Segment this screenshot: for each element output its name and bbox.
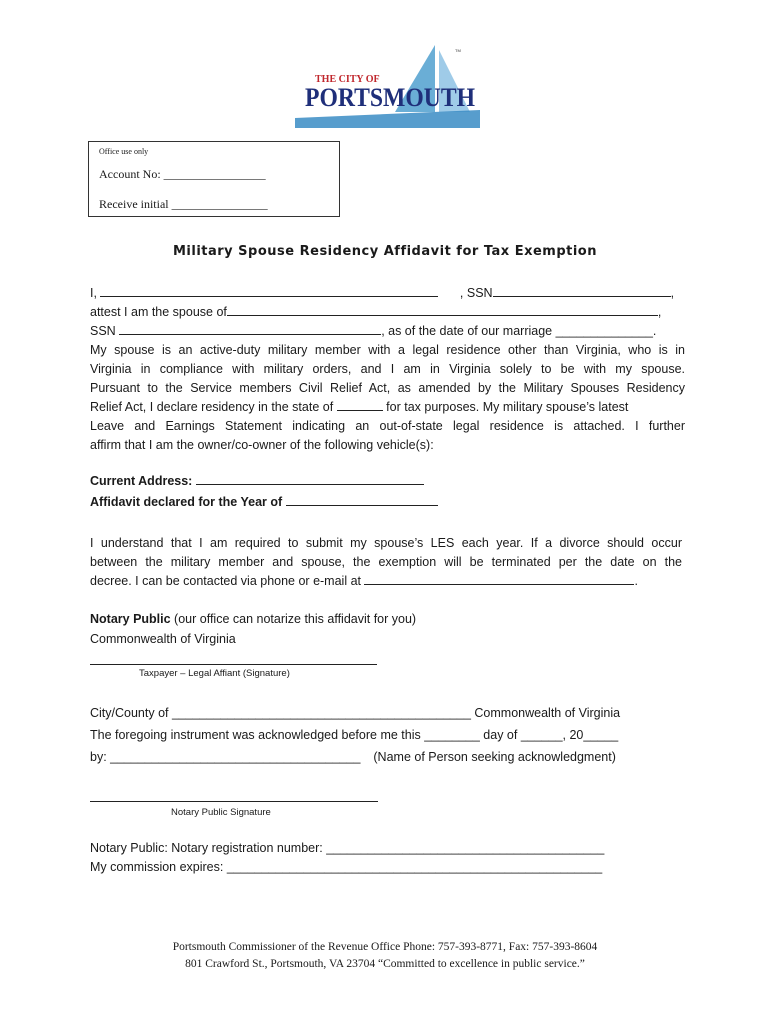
current-address-label: Current Address: [90, 474, 193, 488]
name-field[interactable] [100, 284, 438, 297]
commonwealth-text: Commonwealth of Virginia [90, 632, 236, 646]
text-ssn-2: SSN [90, 324, 116, 338]
notary-signature-line[interactable] [90, 801, 378, 802]
text-tax-purposes: for tax purposes. My military spouse’s latest [386, 400, 629, 414]
line-4: My spouse is an active-duty military member with a legal residence other than Virginia, who is in [90, 343, 685, 357]
office-use-box [88, 141, 340, 217]
foregoing-text: The foregoing instrument was acknowledged before me this ________ day of ______, 20_____ [90, 728, 619, 742]
sailboat-logo-graphic [295, 40, 480, 130]
acknowledgment-block [90, 702, 620, 768]
notary-reg-number: Notary Public: Notary registration number: ________________________________________ [90, 841, 605, 855]
office-use-label: Office use only [99, 147, 149, 156]
notary-signature-caption: Notary Public Signature [171, 807, 271, 818]
notary-note: (our office can notarize this affidavit for you) [170, 612, 417, 626]
commonwealth-va-text: Commonwealth of Virginia [474, 706, 621, 720]
taxpayer-signature-line[interactable] [90, 664, 377, 665]
line-6: Pursuant to the Service members Civil Relief Act, as amended by the Military Spouses Residency [90, 381, 685, 395]
line-5: Virginia in compliance with military orders, and I am in Virginia solely to be with my spouse. [90, 362, 685, 376]
text-marriage-date: , as of the date of our marriage ______________. [381, 324, 657, 338]
account-no-field: Account No: _________________ [99, 167, 266, 181]
text-attest: attest I am the spouse of [90, 305, 227, 319]
affidavit-year-line [90, 492, 438, 513]
portsmouth-logo [295, 40, 480, 130]
by-text: by: ____________________________________ [90, 750, 361, 764]
line-spouse-of: attest I am the spouse of , [90, 305, 662, 319]
text-contact: decree. I can be contacted via phone or e-mail at [90, 574, 361, 588]
notary-title-line [90, 609, 416, 629]
commission-expires: My commission expires: ______________________________________________________ [90, 860, 603, 874]
spouse-name-field[interactable] [227, 303, 658, 316]
text-period: . [634, 574, 638, 588]
footer-contact: Portsmouth Commissioner of the Revenue Office Phone: 757-393-8771, Fax: 757-393-8604 [172, 941, 598, 953]
contact-field[interactable] [364, 572, 634, 585]
line-8: Leave and Earnings Statement indicating an out-of-state legal residence is attached. I further [90, 419, 685, 433]
affidavit-year-field[interactable] [286, 493, 438, 506]
les-line-2: between the military member and spouse, the exemption will be terminated per the date on the [90, 555, 682, 569]
text-ssn: , SSN [459, 286, 493, 300]
logo-text-top: THE CITY OF [315, 74, 380, 85]
city-county-line [90, 702, 620, 724]
spouse-ssn-field[interactable] [119, 322, 381, 335]
logo-trademark: TM [455, 48, 461, 53]
by-line [90, 746, 620, 768]
les-line-3 [90, 572, 682, 591]
affidavit-paragraph [90, 284, 685, 455]
current-address-field[interactable] [196, 472, 424, 485]
page-footer [0, 939, 770, 973]
current-address-line [90, 471, 438, 492]
les-paragraph [90, 534, 682, 591]
line-9: affirm that I am the owner/co-owner of the following vehicle(s): [90, 438, 434, 452]
person-seeking-text: (Name of Person seeking acknowledgment) [373, 750, 616, 764]
taxpayer-signature-caption: Taxpayer – Legal Affiant (Signature) [139, 668, 290, 679]
text-declare-residency: Relief Act, I declare residency in the state of [90, 400, 334, 414]
text-i: I, [90, 286, 97, 300]
affidavit-year-label: Affidavit declared for the Year of [90, 495, 283, 509]
water-wave [295, 110, 480, 128]
les-line-1: I understand that I am required to submit my spouse’s LES each year. If a divorce should occur [90, 536, 682, 550]
state-field[interactable] [337, 398, 383, 411]
page-title: Military Spouse Residency Affidavit for Tax Exemption [172, 244, 597, 259]
notary-header [90, 609, 416, 649]
logo-text-main: PORTSMOUTH [305, 83, 475, 112]
ssn-field[interactable] [493, 284, 671, 297]
line-name-ssn: I, , SSN , [90, 286, 675, 300]
notary-registration-block [90, 839, 604, 877]
address-block [90, 471, 438, 513]
receive-initial-field: Receive initial ________________ [99, 197, 268, 211]
city-county-text: City/County of ___________________________________________ [90, 706, 471, 720]
line-7 [90, 398, 685, 417]
line-spouse-ssn [90, 322, 685, 341]
footer-address: 801 Crawford St., Portsmouth, VA 23704 “Committed to excellence in public service.” [185, 958, 585, 970]
notary-bold: Notary Public [90, 612, 171, 626]
